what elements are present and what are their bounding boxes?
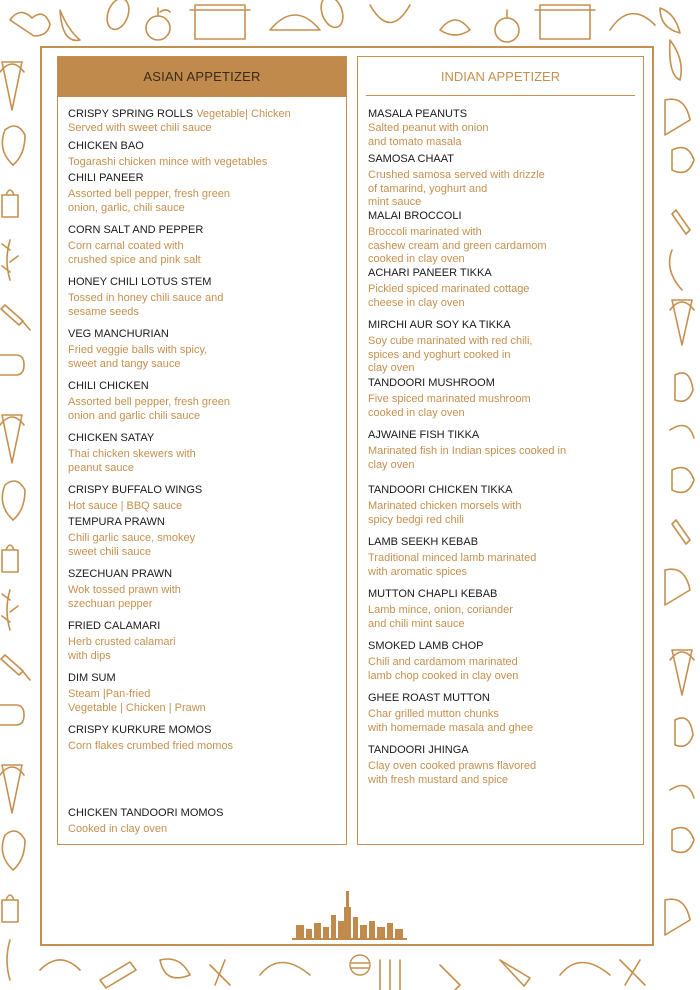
menu-item — [368, 536, 637, 579]
menu-item-name: MASALA PEANUTS — [368, 108, 468, 120]
menu-item-description: Chili and cardamom marinated lamb chop cooked in clay oven — [368, 656, 519, 682]
menu-item — [68, 620, 340, 663]
menu-item — [68, 807, 340, 837]
menu-item-description: Pickled spiced marinated cottage cheese in clay oven — [368, 283, 530, 309]
menu-item-description: Hot sauce | BBQ sauce — [68, 500, 183, 512]
asian-appetizer-heading: ASIAN APPETIZER — [58, 57, 346, 97]
menu-item-description: Clay oven cooked prawns flavored with fresh mustard and spice — [368, 760, 537, 786]
menu-item-name: CRISPY KURKURE MOMOS — [68, 724, 212, 736]
menu-item-name: TANDOORI CHICKEN TIKKA — [368, 484, 513, 496]
menu-item-description: Corn carnal coated with crushed spice and pink salt — [68, 240, 201, 266]
menu-item — [68, 568, 340, 611]
menu-item-name: CHICKEN TANDOORI MOMOS — [68, 807, 224, 819]
menu-item — [368, 588, 637, 631]
menu-item-options: Vegetable| Chicken — [196, 108, 291, 120]
menu-item — [68, 672, 340, 715]
menu-item-name: MALAI BROCCOLI — [368, 210, 462, 222]
menu-item-description: Wok tossed prawn with szechuan pepper — [68, 584, 181, 610]
menu-item-description: Char grilled mutton chunks with homemade masala and ghee — [368, 708, 534, 734]
menu-item-name: TANDOORI MUSHROOM — [368, 377, 495, 389]
menu-item — [368, 210, 637, 267]
menu-item-name: HONEY CHILI LOTUS STEM — [68, 276, 212, 288]
menu-item-description: Crushed samosa served with drizzle of tamarind, yoghurt and mint sauce — [368, 169, 545, 208]
menu-item-description: Marinated fish in Indian spices cooked in clay oven — [368, 445, 567, 471]
menu-item-description: Tossed in honey chili sauce and sesame seeds — [68, 292, 224, 318]
menu-item-name: DIM SUM — [68, 672, 116, 684]
menu-item-description: Salted peanut with onion and tomato masala — [368, 122, 489, 148]
menu-item — [368, 153, 637, 210]
menu-item-description: Herb crusted calamari with dips — [68, 636, 176, 662]
menu-item — [368, 640, 637, 683]
menu-item-description: Togarashi chicken mince with vegetables — [68, 156, 268, 168]
menu-item-description: Served with sweet chili sauce — [68, 122, 212, 134]
menu-item — [68, 724, 340, 754]
menu-item — [368, 377, 637, 420]
menu-item-description: Chili garlic sauce, smokey sweet chili sauce — [68, 532, 196, 558]
menu-item-description: Thai chicken skewers with peanut sauce — [68, 448, 196, 474]
menu-item-description: Broccoli marinated with cashew cream and green cardamom cooked in clay oven — [368, 226, 547, 265]
menu-item-name: AJWAINE FISH TIKKA — [368, 429, 480, 441]
menu-item-name: SMOKED LAMB CHOP — [368, 640, 484, 652]
menu-item-name: VEG MANCHURIAN — [68, 328, 169, 340]
menu-item-description: Marinated chicken morsels with spicy bedgi red chili — [368, 500, 522, 526]
menu-item-name: CHICKEN BAO — [68, 140, 144, 152]
menu-item-name: GHEE ROAST MUTTON — [368, 692, 490, 704]
menu-item — [368, 484, 637, 527]
menu-item-name: CHILI PANEER — [68, 172, 144, 184]
menu-item — [68, 140, 340, 170]
menu-item — [68, 224, 340, 267]
menu-item — [368, 108, 637, 149]
menu-item-description: Cooked in clay oven — [68, 823, 168, 835]
menu-item-name: MIRCHI AUR SOY KA TIKKA — [368, 319, 511, 331]
menu-item-name: SAMOSA CHAAT — [368, 153, 454, 165]
menu-item-description: Soy cube marinated with red chili, spices and yoghurt cooked in clay oven — [368, 335, 533, 374]
menu-item — [368, 429, 637, 472]
skyline-logo — [290, 885, 410, 945]
menu-item-name: TANDOORI JHINGA — [368, 744, 469, 756]
menu-item — [68, 276, 340, 319]
menu-item-description: Assorted bell pepper, fresh green onion, garlic, chili sauce — [68, 188, 231, 214]
menu-item-description: Lamb mince, onion, coriander and chili mint sauce — [368, 604, 513, 630]
indian-appetizer-section — [357, 56, 644, 845]
menu-item-description: Traditional minced lamb marinated with aromatic spices — [368, 552, 537, 578]
menu-item-name: LAMB SEEKH KEBAB — [368, 536, 479, 548]
menu-item — [68, 328, 340, 371]
menu-item — [68, 484, 340, 514]
menu-item-name: ACHARI PANEER TIKKA — [368, 267, 492, 279]
menu-item — [68, 432, 340, 475]
menu-item-name: CRISPY BUFFALO WINGS — [68, 484, 203, 496]
menu-item — [368, 267, 637, 310]
menu-item-description: Five spiced marinated mushroom cooked in clay oven — [368, 393, 531, 419]
menu-item — [68, 108, 340, 136]
menu-item-name: MUTTON CHAPLI KEBAB — [368, 588, 498, 600]
menu-item — [368, 319, 637, 376]
menu-item — [68, 172, 340, 215]
indian-appetizer-heading: INDIAN APPETIZER — [366, 57, 635, 96]
menu-item — [68, 516, 340, 559]
menu-item-description: Steam |Pan-fried Vegetable | Chicken | Prawn — [68, 688, 206, 714]
menu-item-name: CRISPY SPRING ROLLS Vegetable| Chicken — [68, 108, 291, 120]
menu-item — [368, 744, 637, 787]
menu-item-name: CHICKEN SATAY — [68, 432, 155, 444]
menu-item-name: TEMPURA PRAWN — [68, 516, 165, 528]
menu-item — [368, 692, 637, 735]
menu-item-description: Assorted bell pepper, fresh green onion and garlic chili sauce — [68, 396, 231, 422]
menu-item-name: CORN SALT AND PEPPER — [68, 224, 204, 236]
menu-item-name: SZECHUAN PRAWN — [68, 568, 173, 580]
asian-appetizer-section — [57, 56, 347, 845]
menu-item-description: Fried veggie balls with spicy, sweet and tangy sauce — [68, 344, 208, 370]
menu-item-name: FRIED CALAMARI — [68, 620, 161, 632]
menu-item-name: CHILI CHICKEN — [68, 380, 149, 392]
menu-item-description: Corn flakes crumbed fried momos — [68, 740, 234, 752]
menu-item — [68, 380, 340, 423]
